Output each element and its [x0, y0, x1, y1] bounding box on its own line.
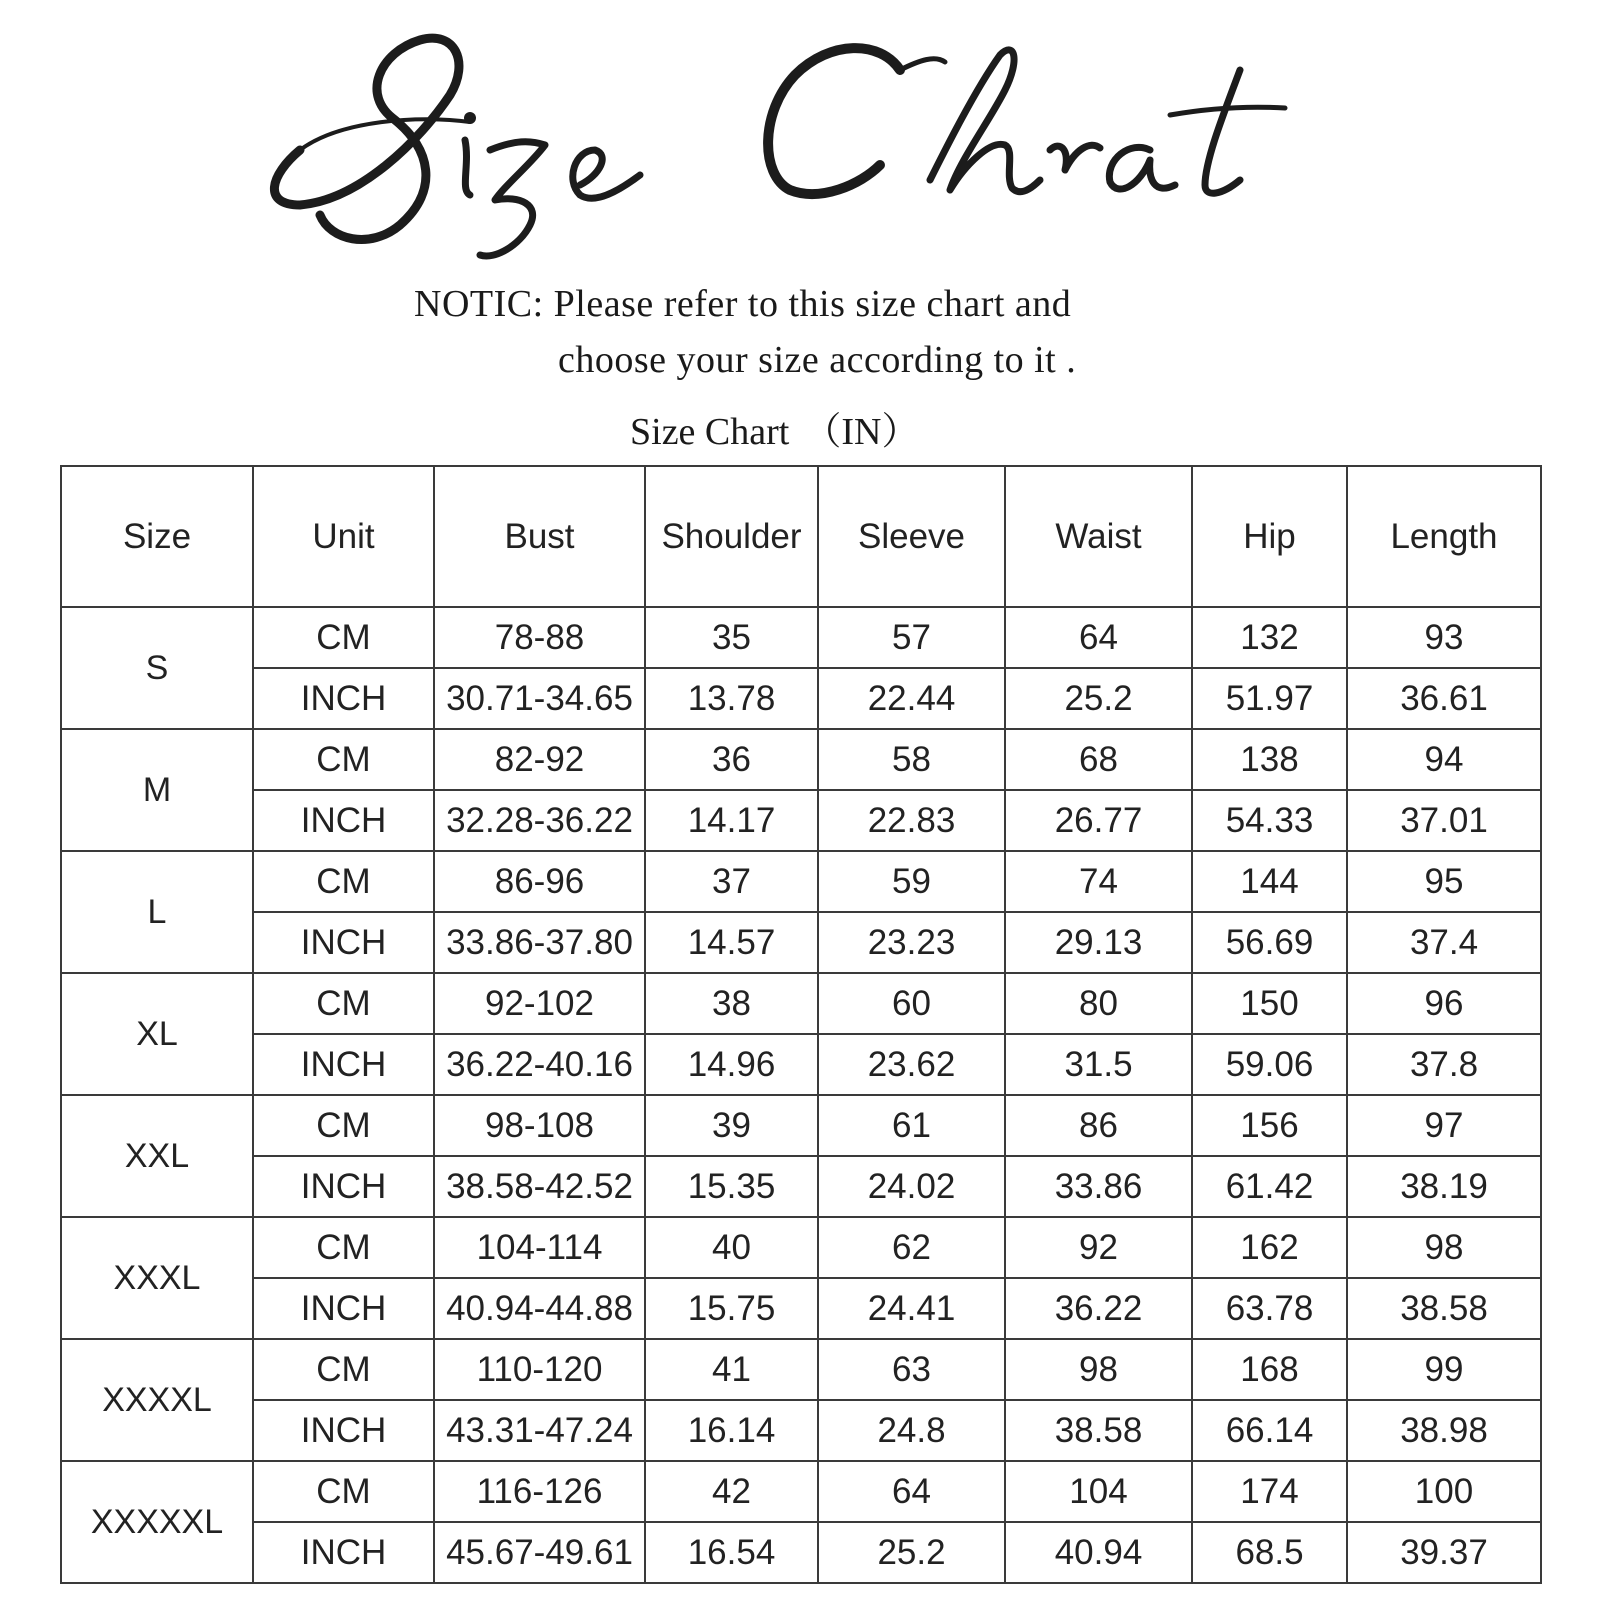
table-cell: 43.31-47.24: [434, 1400, 645, 1461]
table-cell: 100: [1347, 1461, 1541, 1522]
table-cell: 93: [1347, 607, 1541, 668]
unit-label: INCH: [253, 912, 434, 973]
table-cell: 98: [1347, 1217, 1541, 1278]
size-label: M: [61, 729, 253, 851]
table-row: [61, 1400, 1541, 1461]
size-label: XXXL: [61, 1217, 253, 1339]
table-row: [61, 1034, 1541, 1095]
table-cell: 150: [1192, 973, 1347, 1034]
table-cell: 32.28-36.22: [434, 790, 645, 851]
table-cell: 92: [1005, 1217, 1192, 1278]
table-cell: 78-88: [434, 607, 645, 668]
table-cell: 98: [1005, 1339, 1192, 1400]
unit-label: CM: [253, 1217, 434, 1278]
table-cell: 38: [645, 973, 818, 1034]
table-cell: 14.57: [645, 912, 818, 973]
unit-label: INCH: [253, 1156, 434, 1217]
table-cell: 86: [1005, 1095, 1192, 1156]
table-cell: 15.75: [645, 1278, 818, 1339]
table-cell: 96: [1347, 973, 1541, 1034]
size-label: S: [61, 607, 253, 729]
table-cell: 36.61: [1347, 668, 1541, 729]
table-cell: 37: [645, 851, 818, 912]
table-cell: 15.35: [645, 1156, 818, 1217]
table-row: [61, 1217, 1541, 1278]
table-cell: 59.06: [1192, 1034, 1347, 1095]
table-header: [61, 466, 1541, 607]
header-length: Length: [1347, 466, 1541, 607]
unit-label: CM: [253, 1461, 434, 1522]
table-cell: 24.41: [818, 1278, 1005, 1339]
unit-label: CM: [253, 1339, 434, 1400]
table-cell: 23.62: [818, 1034, 1005, 1095]
table-cell: 38.98: [1347, 1400, 1541, 1461]
table-cell: 14.17: [645, 790, 818, 851]
table-cell: 24.8: [818, 1400, 1005, 1461]
size-label: XXXXXL: [61, 1461, 253, 1583]
table-row: [61, 790, 1541, 851]
unit-label: CM: [253, 729, 434, 790]
size-label: XL: [61, 973, 253, 1095]
table-cell: 57: [818, 607, 1005, 668]
header-waist: Waist: [1005, 466, 1192, 607]
table-cell: 38.58: [1005, 1400, 1192, 1461]
table-cell: 36.22: [1005, 1278, 1192, 1339]
table-cell: 95: [1347, 851, 1541, 912]
table-cell: 30.71-34.65: [434, 668, 645, 729]
table-row: [61, 912, 1541, 973]
table-cell: 92-102: [434, 973, 645, 1034]
table-cell: 66.14: [1192, 1400, 1347, 1461]
chart-caption: [630, 400, 919, 455]
table-cell: 64: [818, 1461, 1005, 1522]
size-label: XXL: [61, 1095, 253, 1217]
table-cell: 104: [1005, 1461, 1192, 1522]
table-cell: 80: [1005, 973, 1192, 1034]
table-cell: 62: [818, 1217, 1005, 1278]
size-label: L: [61, 851, 253, 973]
table-cell: 63: [818, 1339, 1005, 1400]
table-row: [61, 851, 1541, 912]
table-cell: 16.54: [645, 1522, 818, 1583]
table-cell: 68: [1005, 729, 1192, 790]
table-cell: 26.77: [1005, 790, 1192, 851]
header-shoulder: Shoulder: [645, 466, 818, 607]
unit-label: CM: [253, 851, 434, 912]
table-cell: 25.2: [1005, 668, 1192, 729]
table-cell: 61: [818, 1095, 1005, 1156]
table-cell: 37.01: [1347, 790, 1541, 851]
table-cell: 116-126: [434, 1461, 645, 1522]
table-cell: 41: [645, 1339, 818, 1400]
table-cell: 33.86-37.80: [434, 912, 645, 973]
unit-label: INCH: [253, 1400, 434, 1461]
table-row: [61, 1095, 1541, 1156]
table-cell: 33.86: [1005, 1156, 1192, 1217]
table-cell: 162: [1192, 1217, 1347, 1278]
table-row: [61, 1278, 1541, 1339]
table-cell: 24.02: [818, 1156, 1005, 1217]
table-cell: 144: [1192, 851, 1347, 912]
header-sleeve: Sleeve: [818, 466, 1005, 607]
header-unit: Unit: [253, 466, 434, 607]
table-cell: 58: [818, 729, 1005, 790]
table-cell: 23.23: [818, 912, 1005, 973]
table-cell: 45.67-49.61: [434, 1522, 645, 1583]
page-title: [0, 0, 1600, 280]
table-body: [61, 607, 1541, 1583]
chart-caption-label: Size Chart: [630, 411, 790, 453]
size-table: [60, 465, 1542, 1584]
table-cell: 37.8: [1347, 1034, 1541, 1095]
unit-label: INCH: [253, 790, 434, 851]
table-cell: 36: [645, 729, 818, 790]
table-cell: 59: [818, 851, 1005, 912]
table-cell: 29.13: [1005, 912, 1192, 973]
table-cell: 22.83: [818, 790, 1005, 851]
table-cell: 31.5: [1005, 1034, 1192, 1095]
header-row: [61, 466, 1541, 607]
size-label: XXXXL: [61, 1339, 253, 1461]
table-cell: 138: [1192, 729, 1347, 790]
table-row: [61, 1461, 1541, 1522]
table-cell: 51.97: [1192, 668, 1347, 729]
unit-label: INCH: [253, 1522, 434, 1583]
table-cell: 168: [1192, 1339, 1347, 1400]
table-cell: 36.22-40.16: [434, 1034, 645, 1095]
table-cell: 40: [645, 1217, 818, 1278]
unit-label: CM: [253, 607, 434, 668]
header-bust: Bust: [434, 466, 645, 607]
table-row: [61, 607, 1541, 668]
unit-label: INCH: [253, 668, 434, 729]
table-cell: 39.37: [1347, 1522, 1541, 1583]
table-cell: 99: [1347, 1339, 1541, 1400]
notice-line-2: choose your size according to it .: [558, 339, 1077, 381]
table-row: [61, 668, 1541, 729]
notice-line-1: NOTIC: Please refer to this size chart and: [414, 283, 1072, 325]
table-cell: 63.78: [1192, 1278, 1347, 1339]
table-row: [61, 1156, 1541, 1217]
table-cell: 132: [1192, 607, 1347, 668]
table-cell: 13.78: [645, 668, 818, 729]
table-cell: 86-96: [434, 851, 645, 912]
table-cell: 82-92: [434, 729, 645, 790]
table-cell: 14.96: [645, 1034, 818, 1095]
table-cell: 40.94-44.88: [434, 1278, 645, 1339]
table-cell: 37.4: [1347, 912, 1541, 973]
table-cell: 74: [1005, 851, 1192, 912]
table-cell: 38.58-42.52: [434, 1156, 645, 1217]
table-cell: 22.44: [818, 668, 1005, 729]
table-cell: 98-108: [434, 1095, 645, 1156]
table-row: [61, 1522, 1541, 1583]
table-cell: 38.19: [1347, 1156, 1541, 1217]
unit-label: CM: [253, 973, 434, 1034]
table-cell: 61.42: [1192, 1156, 1347, 1217]
table-cell: 56.69: [1192, 912, 1347, 973]
table-cell: 42: [645, 1461, 818, 1522]
unit-label: CM: [253, 1095, 434, 1156]
unit-label: INCH: [253, 1034, 434, 1095]
table-cell: 60: [818, 973, 1005, 1034]
table-cell: 38.58: [1347, 1278, 1541, 1339]
table-cell: 110-120: [434, 1339, 645, 1400]
script-title-graphic: [0, 0, 1600, 280]
table-cell: 174: [1192, 1461, 1347, 1522]
table-cell: 104-114: [434, 1217, 645, 1278]
table-cell: 68.5: [1192, 1522, 1347, 1583]
chart-caption-unit: （IN）: [803, 411, 920, 453]
table-row: [61, 729, 1541, 790]
table-cell: 35: [645, 607, 818, 668]
unit-label: INCH: [253, 1278, 434, 1339]
table-cell: 156: [1192, 1095, 1347, 1156]
table-cell: 39: [645, 1095, 818, 1156]
header-hip: Hip: [1192, 466, 1347, 607]
table-cell: 16.14: [645, 1400, 818, 1461]
table-cell: 97: [1347, 1095, 1541, 1156]
table-cell: 54.33: [1192, 790, 1347, 851]
table-row: [61, 1339, 1541, 1400]
table-row: [61, 973, 1541, 1034]
table-cell: 25.2: [818, 1522, 1005, 1583]
table-cell: 94: [1347, 729, 1541, 790]
header-size: Size: [61, 466, 253, 607]
table-cell: 64: [1005, 607, 1192, 668]
table-cell: 40.94: [1005, 1522, 1192, 1583]
